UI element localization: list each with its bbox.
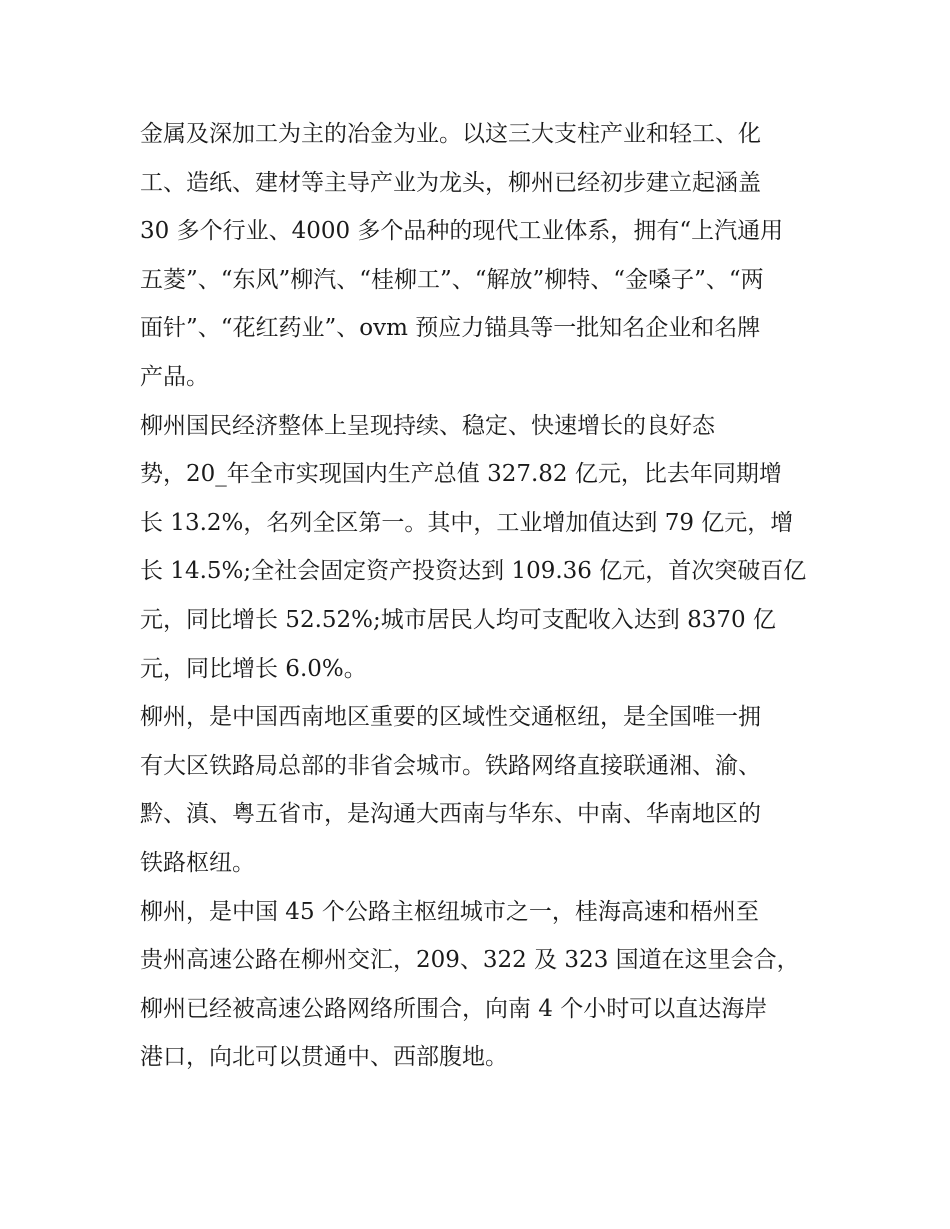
document-body	[140, 110, 812, 1082]
text-line: 元，同比增长 52.52%;城市居民人均可支配收入达到 8370 亿	[140, 606, 776, 633]
text-line: 长 14.5%;全社会固定资产投资达到 109.36 亿元，首次突破百亿	[140, 558, 807, 585]
text-line: 五菱”、“东风”柳汽、“桂柳工”、“解放”柳特、“金嗓子”、“两	[140, 266, 764, 293]
text-line: 柳州国民经济整体上呈现持续、稳定、快速增长的良好态	[140, 412, 715, 439]
text-line: 贵州高速公路在柳州交汇，209、322 及 323 国道在这里会合，	[140, 947, 800, 974]
text-line: 黔、滇、粤五省市，是沟通大西南与华东、中南、华南地区的	[140, 801, 761, 828]
text-line: 柳州，是中国 45 个公路主枢纽城市之一，桂海高速和梧州至	[140, 898, 759, 925]
text-line: 30 多个行业、4000 多个品种的现代工业体系，拥有“上汽通用	[140, 218, 784, 245]
text-line: 金属及深加工为主的冶金为业。以这三大支柱产业和轻工、化	[140, 121, 761, 147]
text-line: 面针”、“花红药业”、ovm 预应力锚具等一批知名企业和名牌	[140, 315, 761, 342]
text-line: 铁路枢纽。	[140, 849, 255, 876]
text-line: 柳州，是中国西南地区重要的区域性交通枢纽，是全国唯一拥	[140, 704, 761, 731]
text-line: 长 13.2%，名列全区第一。其中，工业增加值达到 79 亿元，增	[140, 509, 794, 536]
text-line: 有大区铁路局总部的非省会城市。铁路网络直接联通湘、渝、	[140, 752, 761, 779]
text-line: 势，20_年全市实现国内生产总值 327.82 亿元，比去年同期增	[140, 461, 782, 488]
text-line: 港口，向北可以贯通中、西部腹地。	[140, 1044, 508, 1071]
text-line: 柳州已经被高速公路网络所围合，向南 4 个小时可以直达海岸	[140, 995, 768, 1022]
text-line: 元，同比增长 6.0%。	[140, 655, 367, 682]
text-line: 工、造纸、建材等主导产业为龙头，柳州已经初步建立起涵盖	[140, 169, 761, 196]
text-line: 产品。	[140, 363, 209, 390]
